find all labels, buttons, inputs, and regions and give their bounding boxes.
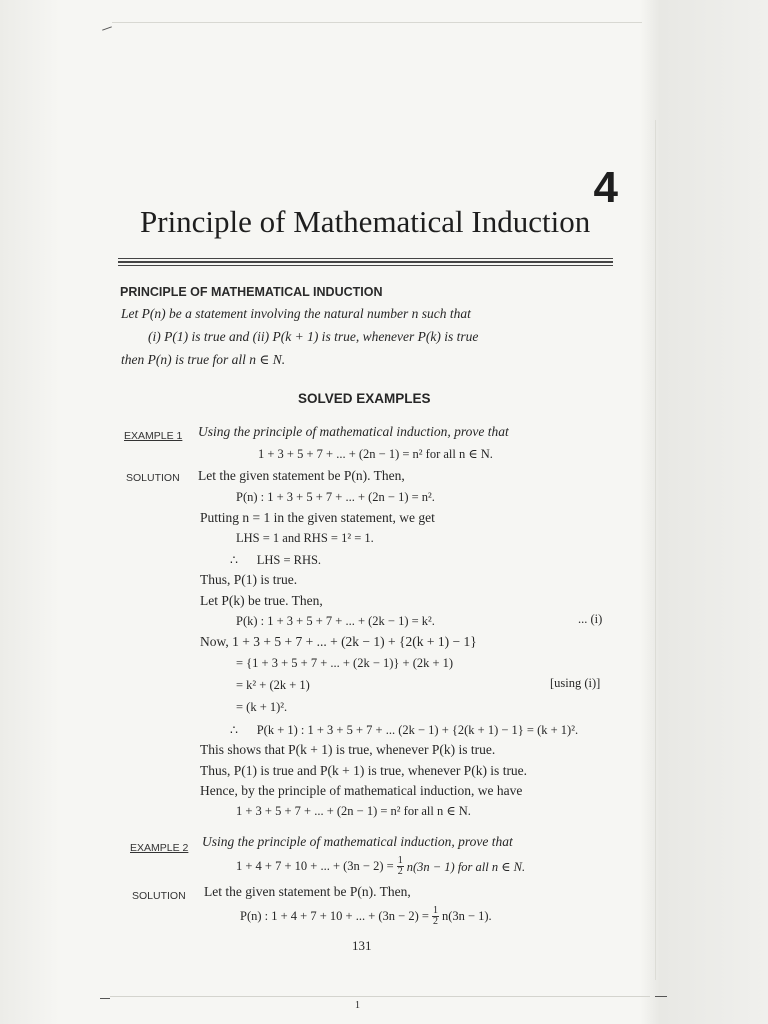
example-2-solution-label: SOLUTION <box>132 890 186 902</box>
crop-mark-bottom-left <box>100 998 110 999</box>
crop-mark-bottom <box>110 996 650 997</box>
example-2-label: EXAMPLE 2 <box>130 842 189 854</box>
solution-1-line: LHS = 1 and RHS = 1² = 1. <box>236 531 374 545</box>
solution-1-line: Hence, by the principle of mathematical induction, we have <box>200 783 523 798</box>
principle-line-2: (i) P(1) is true and (ii) P(k + 1) is true, whenever P(k) is true <box>148 329 479 344</box>
using-i-note: [using (i)] <box>550 676 601 690</box>
fraction-half <box>432 906 439 927</box>
solution-1-line: = k² + (2k + 1) <box>236 678 310 692</box>
solution-1-line: P(k) : 1 + 3 + 5 + 7 + ... + (2k − 1) = k². <box>236 614 435 628</box>
solution-1-line: Thus, P(1) is true and P(k + 1) is true, whenever P(k) is true. <box>200 763 528 778</box>
principle-line-1: Let P(n) be a statement involving the natural number n such that <box>121 306 471 321</box>
title-rule-3 <box>118 265 613 266</box>
solution-1-line: = {1 + 3 + 5 + 7 + ... + (2k − 1)} + (2k + 1) <box>236 656 454 670</box>
example-2-statement-right: n(3n − 1) for all n ∈ N. <box>406 859 526 874</box>
page-edge-line <box>655 120 656 980</box>
example-1-solution-label: SOLUTION <box>126 472 180 484</box>
solution-1-line: Now, 1 + 3 + 5 + 7 + ... + (2k − 1) + {2(k + 1) − 1} <box>200 634 477 649</box>
solution-2-line-2-right: n(3n − 1). <box>441 909 492 923</box>
footer-mark: 1 <box>355 1000 360 1011</box>
fraction-denominator: 2 <box>397 866 403 877</box>
solution-1-line: Thus, P(1) is true. <box>200 572 298 587</box>
solution-1-line: Putting n = 1 in the given statement, we get <box>200 510 435 525</box>
crop-mark-bottom-right <box>655 996 667 997</box>
solution-1-line: = (k + 1)². <box>236 700 288 714</box>
title-rule-2 <box>118 261 613 263</box>
fraction-denominator: 2 <box>432 916 438 927</box>
solution-2-line-2-left: P(n) : 1 + 4 + 7 + 10 + ... + (3n − 2) = <box>240 909 429 923</box>
fraction-numerator: 1 <box>432 905 438 916</box>
solved-examples-heading: SOLVED EXAMPLES <box>298 391 431 406</box>
solution-2-line-2 <box>240 906 492 927</box>
principle-heading: PRINCIPLE OF MATHEMATICAL INDUCTION <box>120 285 383 299</box>
solution-1-line: ∴ P(k + 1) : 1 + 3 + 5 + 7 + ... (2k − 1) + {2(k + 1) − 1} = (k + 1)². <box>230 723 579 737</box>
solution-1-line: 1 + 3 + 5 + 7 + ... + (2n − 1) = n² for all n ∈ N. <box>236 804 471 818</box>
example-2-statement <box>236 856 525 877</box>
example-2-prompt: Using the principle of mathematical induction, prove that <box>202 834 513 849</box>
fraction-numerator: 1 <box>397 855 403 866</box>
example-1-prompt: Using the principle of mathematical induction, prove that <box>198 424 509 439</box>
principle-line-3: then P(n) is true for all n ∈ N. <box>121 352 286 367</box>
solution-1-line: This shows that P(k + 1) is true, whenever P(k) is true. <box>200 742 496 757</box>
fraction-half <box>397 856 404 877</box>
title-rule-1 <box>118 258 613 259</box>
page-number: 131 <box>352 938 372 953</box>
chapter-title: Principle of Mathematical Induction <box>140 204 591 239</box>
chapter-number: 4 <box>593 163 618 212</box>
solution-1-line: ∴ LHS = RHS. <box>230 553 322 567</box>
eq-ref-i: ... (i) <box>578 612 603 626</box>
solution-1-line: Let P(k) be true. Then, <box>200 593 323 608</box>
solution-1-line: Let the given statement be P(n). Then, <box>198 468 405 483</box>
solution-1-line: P(n) : 1 + 3 + 5 + 7 + ... + (2n − 1) = n². <box>236 490 435 504</box>
example-1-statement: 1 + 3 + 5 + 7 + ... + (2n − 1) = n² for all n ∈ N. <box>258 447 493 461</box>
solution-2-line-1: Let the given statement be P(n). Then, <box>204 884 411 899</box>
crop-mark-top <box>112 22 642 23</box>
example-1-label: EXAMPLE 1 <box>124 430 183 442</box>
example-2-statement-left: 1 + 4 + 7 + 10 + ... + (3n − 2) = <box>236 859 394 873</box>
